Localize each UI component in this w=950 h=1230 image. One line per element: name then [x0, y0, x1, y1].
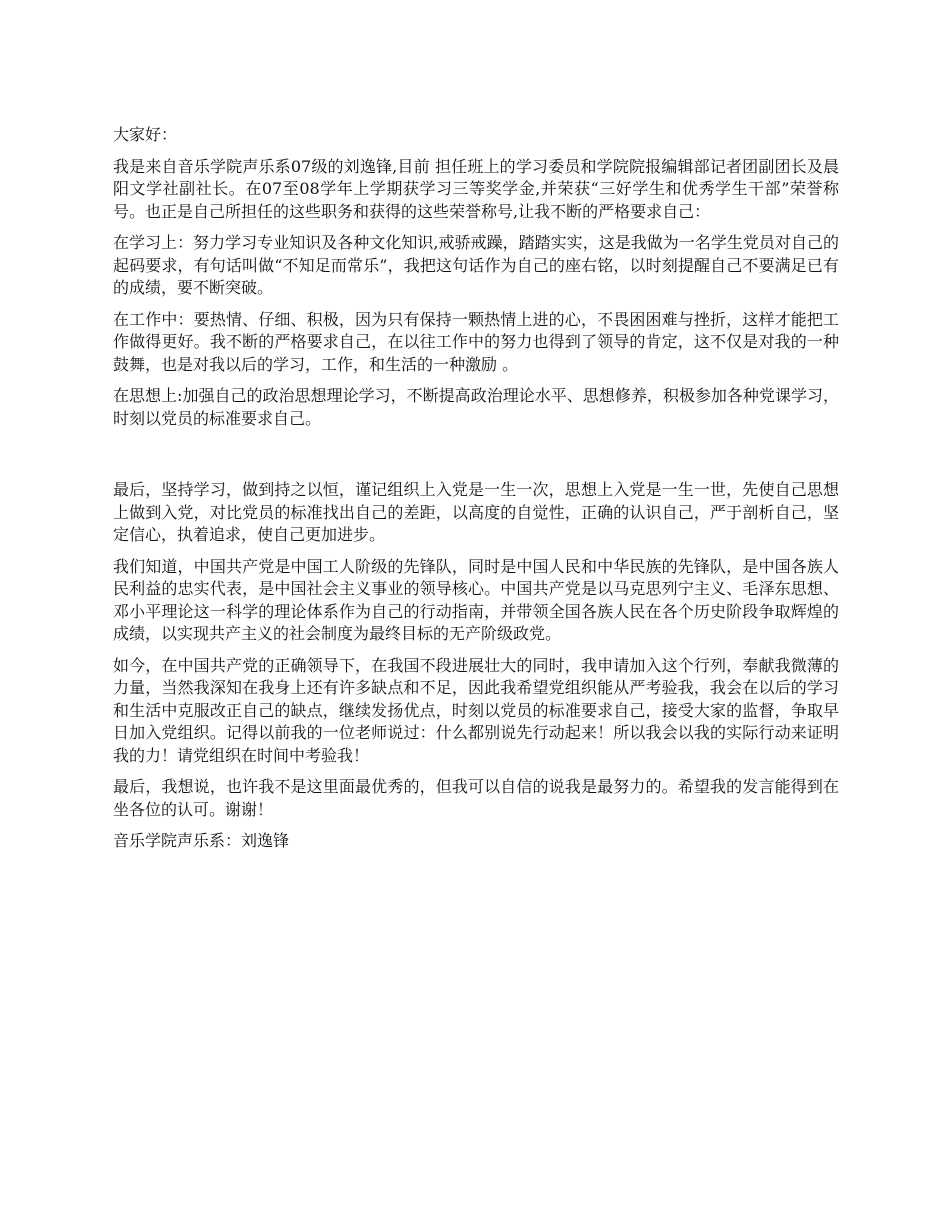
greeting: 大家好： [113, 125, 178, 144]
document-body [113, 124, 839, 862]
paragraph-persistence: 最后，坚持学习，做到持之以恒，谨记组织上入党是一生一次，思想上入党是一生一世，先使自己思想上做到入党，对比党员的标准找出自己的差距，以高度的自觉性，正确的认识自己，严于剖析自己，坚定信心，执着追求，使自己更加进步。 [113, 480, 839, 544]
paragraph-closing: 最后，我想说，也许我不是这里面最优秀的，但我可以自信的说我是最努力的。希望我的发言能得到在坐各位的认可。谢谢！ [113, 777, 839, 819]
blank-spacer [113, 439, 839, 479]
paragraph-commitment: 如今，在中国共产党的正确领导下，在我国不段进展壮大的同时，我申请加入这个行列，奉献我微薄的力量，当然我深知在我身上还有许多缺点和不足，因此我希望党组织能从严考验我，我会在以后的学习和生活中克服改正自己的缺点，继续发扬优点，时刻以党员的标准要求自己，接受大家的监督，争取早日加入党组织。记得以前我的一位老师说过：什么都别说先行动起来！所以我会以我的实际行动来证明我的力！请党组织在时间中考验我！ [113, 655, 839, 765]
paragraph-study: 在学习上：努力学习专业知识及各种文化知识,戒骄戒躁，踏踏实实，这是我做为一名学生党员对自己的起码要求，有句话叫做“不知足而常乐”，我把这句话作为自己的座右铭，以时刻提醒自己不要满足已有的成绩，要不断突破。 [113, 233, 839, 297]
paragraph-self-introduction: 我是来自音乐学院声乐系07级的刘逸锋,目前 担任班上的学习委员和学院院报编辑部记者团副团长及晨阳文学社副社长。在07至08学年上学期获学习三等奖学金,并荣获“三好学生和优秀学生干部”荣誉称号。也正是自己所担任的这些职务和获得的这些荣誉称号,让我不断的严格要求自己： [113, 156, 839, 221]
paragraph-party-description: 我们知道，中国共产党是中国工人阶级的先锋队，同时是中国人民和中华民族的先锋队，是中国各族人民利益的忠实代表，是中国社会主义事业的领导核心。中国共产党是以马克思列宁主义、毛泽东思想、邓小平理论这一科学的理论体系作为自己的行动指南，并带领全国各族人民在各个历史阶段争取辉煌的成绩，以实现共产主义的社会制度为最终目标的无产阶级政党。 [113, 556, 839, 643]
signature: 音乐学院声乐系：刘逸锋 [113, 831, 290, 850]
paragraph-work: 在工作中：要热情、仔细、积极，因为只有保持一颗热情上进的心，不畏困困难与挫折，这样才能把工作做得更好。我不断的严格要求自己，在以往工作中的努力也得到了领导的肯定，这不仅是对我的一种鼓舞，也是对我以后的学习，工作，和生活的一种激励 。 [113, 309, 839, 374]
paragraph-thought: 在思想上:加强自己的政治思想理论学习，不断提高政治理论水平、思想修养，积极参加各种党课学习，时刻以党员的标准要求自己。 [113, 386, 839, 428]
